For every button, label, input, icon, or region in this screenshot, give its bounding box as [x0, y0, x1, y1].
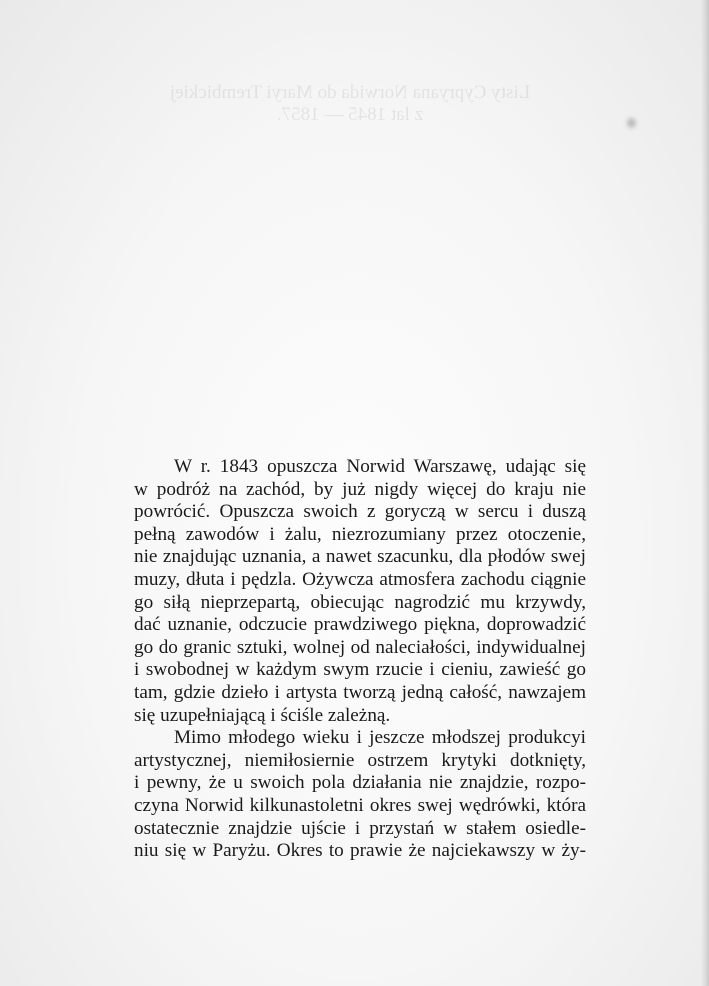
paragraph-1 — [134, 456, 586, 727]
text-line: W r. 1843 opuszcza Norwid Warszawę, udając się — [174, 456, 586, 477]
text-line: i swobodnej w każdym swym rzucie i cieniu, zawieść go — [134, 659, 586, 681]
text-line: go siłą nieprzepartą, obiecując nagrodzić mu krzywdy, — [134, 591, 586, 613]
text-line: tam, gdzie dzieło i artysta tworzą jedną całość, nawzajem — [134, 681, 586, 703]
paragraph-2 — [134, 727, 586, 863]
text-line: dać uznanie, odczucie prawdziwego piękna, doprowadzić — [134, 614, 586, 636]
text-line: i pewny, że u swoich pola działania nie znajdzie, rozpo- — [134, 772, 586, 794]
text-line: nie znajdując uznania, a nawet szacunku, dla płodów swej — [134, 546, 586, 568]
text-line: niu się w Paryżu. Okres to prawie że najciekawszy w ży- — [134, 840, 586, 862]
text-line: muzy, dłuta i pędzla. Ożywcza atmosfera zachodu ciągnie — [134, 568, 586, 590]
paper-speck — [627, 118, 636, 128]
text-line: ostatecznie znajdzie ujście i przystań w stałem osiedle- — [134, 817, 586, 839]
text-line: w podróż na zachód, by już nigdy więcej do kraju nie — [134, 478, 586, 500]
text-line: powrócić. Opuszcza swoich z goryczą w sercu i duszą — [134, 501, 586, 523]
text-line: się uzupełniającą i ściśle zależną. — [134, 704, 391, 726]
body-text — [134, 456, 586, 863]
show-through-heading — [130, 82, 570, 126]
text-line: Mimo młodego wieku i jeszcze młodszej produkcyi — [174, 727, 586, 749]
text-line: artystycznej, niemiłosiernie ostrzem krytyki dotknięty, — [134, 749, 586, 771]
show-through-line: z lat 1845 — 1857. — [276, 104, 424, 125]
text-line: pełną zawodów i żalu, niezrozumiany przez otoczenie, — [134, 523, 586, 545]
text-line: go do granic sztuki, wolnej od naleciałości, indywidualnej — [134, 636, 586, 658]
text-line: czyna Norwid kilkunastoletni okres swej wędrówki, która — [134, 794, 586, 816]
page-edge-shadow — [701, 0, 709, 986]
show-through-line: Listy Cypryana Norwida do Maryi Trembickiej — [169, 82, 531, 103]
